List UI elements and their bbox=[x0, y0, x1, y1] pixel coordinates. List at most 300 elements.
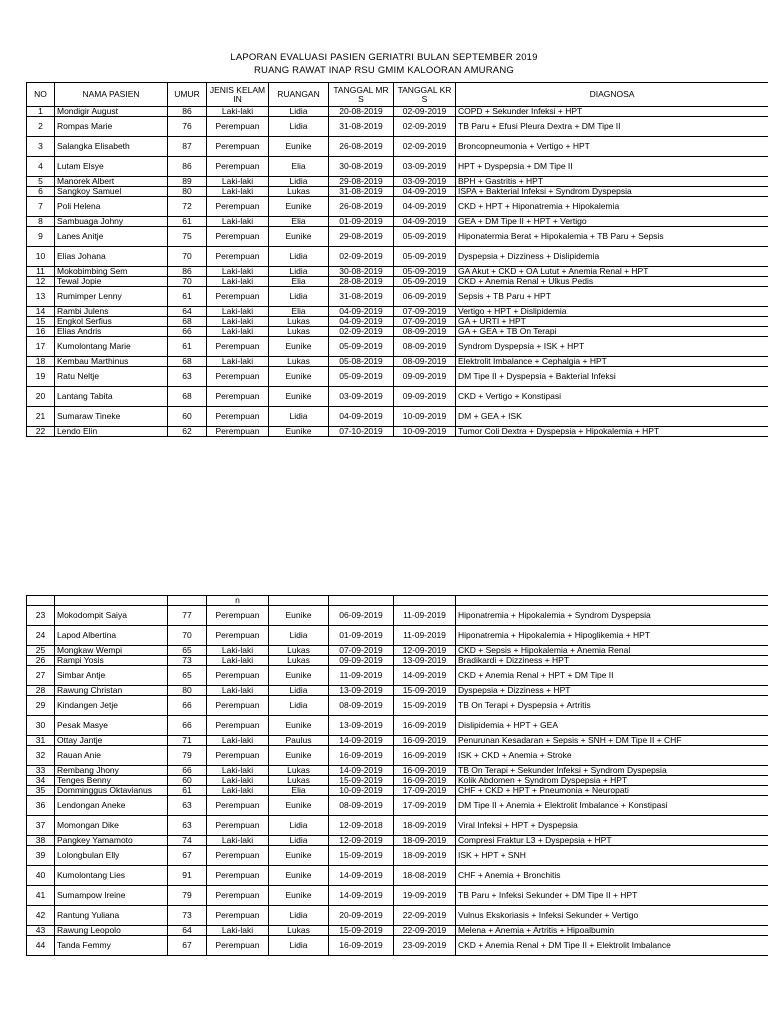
room: Lukas bbox=[269, 646, 329, 656]
discharge-date: 05-09-2019 bbox=[394, 277, 456, 287]
table-row bbox=[27, 307, 768, 317]
diagnosis: DM + GEA + ISK bbox=[456, 407, 768, 427]
discharge-date: 13-09-2019 bbox=[394, 656, 456, 666]
diagnosis: Vertigo + HPT + Dislipidemia bbox=[456, 307, 768, 317]
patient-age: 71 bbox=[168, 736, 207, 746]
room: Lukas bbox=[269, 317, 329, 327]
patient-name: Rantung Yuliana bbox=[55, 906, 168, 926]
patient-name: Mokobimbing Sem bbox=[55, 267, 168, 277]
table-row bbox=[27, 786, 768, 796]
row-number: 3 bbox=[27, 137, 55, 157]
admission-date: 29-08-2019 bbox=[329, 177, 394, 187]
discharge-date: 09-09-2019 bbox=[394, 387, 456, 407]
row-number: 13 bbox=[27, 287, 55, 307]
patient-age: 70 bbox=[168, 247, 207, 267]
room: Lidia bbox=[269, 407, 329, 427]
room: Paulus bbox=[269, 736, 329, 746]
admission-date: 07-10-2019 bbox=[329, 427, 394, 437]
patient-sex: Perempuan bbox=[207, 846, 269, 866]
patient-age: 79 bbox=[168, 886, 207, 906]
patient-sex: Perempuan bbox=[207, 407, 269, 427]
patient-name: Tewal Jopie bbox=[55, 277, 168, 287]
diagnosis: Compresi Fraktur L3 + Dyspepsia + HPT bbox=[456, 836, 768, 846]
row-number: 11 bbox=[27, 267, 55, 277]
patient-age: 76 bbox=[168, 117, 207, 137]
table-row bbox=[27, 906, 768, 926]
patient-name: Pangkey Yamamoto bbox=[55, 836, 168, 846]
room: Elia bbox=[269, 786, 329, 796]
diagnosis: ISPA + Bakterial Infeksi + Syndrom Dyspepsia bbox=[456, 187, 768, 197]
patient-age: 86 bbox=[168, 107, 207, 117]
patient-sex: Laki-laki bbox=[207, 187, 269, 197]
discharge-date: 16-09-2019 bbox=[394, 766, 456, 776]
col-header-mrs: TANGGAL MRS bbox=[329, 83, 394, 107]
row-number: 8 bbox=[27, 217, 55, 227]
patient-sex: Laki-laki bbox=[207, 277, 269, 287]
patient-name: Rawung Leopolo bbox=[55, 926, 168, 936]
table-row bbox=[27, 646, 768, 656]
admission-date: 05-09-2019 bbox=[329, 367, 394, 387]
row-number: 43 bbox=[27, 926, 55, 936]
patient-sex: Laki-laki bbox=[207, 327, 269, 337]
discharge-date: 15-09-2019 bbox=[394, 696, 456, 716]
patient-age: 65 bbox=[168, 646, 207, 656]
row-number: 32 bbox=[27, 746, 55, 766]
discharge-date: 04-09-2019 bbox=[394, 197, 456, 217]
patient-age: 68 bbox=[168, 387, 207, 407]
patient-sex: Perempuan bbox=[207, 247, 269, 267]
admission-date: 09-09-2019 bbox=[329, 656, 394, 666]
discharge-date: 17-09-2019 bbox=[394, 796, 456, 816]
discharge-date: 03-09-2019 bbox=[394, 177, 456, 187]
admission-date: 31-08-2019 bbox=[329, 287, 394, 307]
patient-age: 68 bbox=[168, 357, 207, 367]
room: Lidia bbox=[269, 686, 329, 696]
row-number: 44 bbox=[27, 936, 55, 956]
discharge-date: 09-09-2019 bbox=[394, 367, 456, 387]
room: Eunike bbox=[269, 197, 329, 217]
row-number: 26 bbox=[27, 656, 55, 666]
admission-date: 12-09-2019 bbox=[329, 836, 394, 846]
patient-sex: Laki-laki bbox=[207, 926, 269, 936]
patient-name: Sangkoy Samuel bbox=[55, 187, 168, 197]
diagnosis: Hiponatremia + Hipokalemia + Syndrom Dyspepsia bbox=[456, 606, 768, 626]
patient-sex: Perempuan bbox=[207, 696, 269, 716]
room: Eunike bbox=[269, 846, 329, 866]
patient-name: Domminggus Oktavianus bbox=[55, 786, 168, 796]
room: Eunike bbox=[269, 606, 329, 626]
admission-date: 04-09-2019 bbox=[329, 307, 394, 317]
admission-date: 28-08-2019 bbox=[329, 277, 394, 287]
row-number: 40 bbox=[27, 866, 55, 886]
patient-name: Tenges Benny bbox=[55, 776, 168, 786]
table-row bbox=[27, 846, 768, 866]
row-number: 9 bbox=[27, 227, 55, 247]
row-number: 18 bbox=[27, 357, 55, 367]
room: Lidia bbox=[269, 936, 329, 956]
patient-sex: Laki-laki bbox=[207, 776, 269, 786]
patient-age: 75 bbox=[168, 227, 207, 247]
room: Lukas bbox=[269, 327, 329, 337]
row-number: 28 bbox=[27, 686, 55, 696]
patient-age: 91 bbox=[168, 866, 207, 886]
patient-age: 64 bbox=[168, 307, 207, 317]
diagnosis: TB Paru + Infeksi Sekunder + DM Tipe II + HPT bbox=[456, 886, 768, 906]
patient-age: 63 bbox=[168, 796, 207, 816]
admission-date: 16-09-2019 bbox=[329, 746, 394, 766]
patient-name: Ratu Neltje bbox=[55, 367, 168, 387]
patient-sex: Laki-laki bbox=[207, 736, 269, 746]
patient-age: 80 bbox=[168, 686, 207, 696]
patient-age: 61 bbox=[168, 337, 207, 357]
patient-age: 70 bbox=[168, 277, 207, 287]
discharge-date: 02-09-2019 bbox=[394, 117, 456, 137]
patient-name: Pesak Masye bbox=[55, 716, 168, 736]
patient-table-part1 bbox=[26, 82, 768, 437]
room: Lidia bbox=[269, 696, 329, 716]
room: Eunike bbox=[269, 716, 329, 736]
diagnosis: Hiponatremia + Hipokalemia + Hipoglikemia + HPT bbox=[456, 626, 768, 646]
patient-sex: Laki-laki bbox=[207, 217, 269, 227]
patient-sex: Laki-laki bbox=[207, 357, 269, 367]
admission-date: 06-09-2019 bbox=[329, 606, 394, 626]
table-row bbox=[27, 407, 768, 427]
patient-age: 66 bbox=[168, 696, 207, 716]
diagnosis: Hiponatermia Berat + Hipokalemia + TB Paru + Sepsis bbox=[456, 227, 768, 247]
diagnosis: CKD + Anemia Renal + Ulkus Pedis bbox=[456, 277, 768, 287]
room: Lukas bbox=[269, 926, 329, 936]
table-row bbox=[27, 606, 768, 626]
table-row bbox=[27, 746, 768, 766]
discharge-date: 18-08-2019 bbox=[394, 866, 456, 886]
diagnosis: GA + URTI + HPT bbox=[456, 317, 768, 327]
patient-age: 67 bbox=[168, 936, 207, 956]
discharge-date: 22-09-2019 bbox=[394, 926, 456, 936]
admission-date: 30-08-2019 bbox=[329, 157, 394, 177]
diagnosis: Elektrolit Imbalance + Cephalgia + HPT bbox=[456, 357, 768, 367]
admission-date: 04-09-2019 bbox=[329, 317, 394, 327]
table-row bbox=[27, 357, 768, 367]
patient-name: Manorek Albert bbox=[55, 177, 168, 187]
room: Eunike bbox=[269, 367, 329, 387]
admission-date: 15-09-2019 bbox=[329, 846, 394, 866]
patient-name: Lantang Tabita bbox=[55, 387, 168, 407]
discharge-date: 05-09-2019 bbox=[394, 267, 456, 277]
room: Lukas bbox=[269, 776, 329, 786]
patient-age: 68 bbox=[168, 317, 207, 327]
admission-date: 31-08-2019 bbox=[329, 187, 394, 197]
patient-name: Rampi Yosis bbox=[55, 656, 168, 666]
discharge-date: 18-09-2019 bbox=[394, 846, 456, 866]
row-number: 6 bbox=[27, 187, 55, 197]
diagnosis: BPH + Gastritis + HPT bbox=[456, 177, 768, 187]
diagnosis: GEA + DM Tipe II + HPT + Vertigo bbox=[456, 217, 768, 227]
table-row bbox=[27, 626, 768, 646]
table-row bbox=[27, 656, 768, 666]
room: Lidia bbox=[269, 626, 329, 646]
patient-sex: Perempuan bbox=[207, 197, 269, 217]
row-number: 17 bbox=[27, 337, 55, 357]
patient-sex: Perempuan bbox=[207, 337, 269, 357]
diagnosis: CKD + Vertigo + Konstipasi bbox=[456, 387, 768, 407]
patient-sex: Laki-laki bbox=[207, 766, 269, 776]
discharge-date: 05-09-2019 bbox=[394, 247, 456, 267]
table-row bbox=[27, 157, 768, 177]
discharge-date: 06-09-2019 bbox=[394, 287, 456, 307]
row-number: 1 bbox=[27, 107, 55, 117]
row-number: 36 bbox=[27, 796, 55, 816]
discharge-date: 12-09-2019 bbox=[394, 646, 456, 656]
table-row bbox=[27, 886, 768, 906]
diagnosis: Sepsis + TB Paru + HPT bbox=[456, 287, 768, 307]
diagnosis: HPT + Dyspepsia + DM Tipe II bbox=[456, 157, 768, 177]
diagnosis: DM Tipe II + Anemia + Elektrolit Imbalance + Konstipasi bbox=[456, 796, 768, 816]
report-title: LAPORAN EVALUASI PASIEN GERIATRI BULAN SEPTEMBER 2019 bbox=[230, 52, 538, 63]
room: Eunike bbox=[269, 227, 329, 247]
patient-age: 89 bbox=[168, 177, 207, 187]
patient-name: Rauan Anie bbox=[55, 746, 168, 766]
diagnosis: TB On Terapi + Dyspepsia + Artritis bbox=[456, 696, 768, 716]
patient-sex: Perempuan bbox=[207, 626, 269, 646]
col-header-no: NO bbox=[27, 83, 55, 107]
patient-sex: Perempuan bbox=[207, 796, 269, 816]
table-row bbox=[27, 686, 768, 696]
row-number: 37 bbox=[27, 816, 55, 836]
patient-age: 64 bbox=[168, 926, 207, 936]
row-number: 31 bbox=[27, 736, 55, 746]
patient-age: 77 bbox=[168, 606, 207, 626]
discharge-date: 19-09-2019 bbox=[394, 886, 456, 906]
room: Eunike bbox=[269, 886, 329, 906]
row-number: 2 bbox=[27, 117, 55, 137]
patient-name: Mondigir August bbox=[55, 107, 168, 117]
patient-age: 61 bbox=[168, 287, 207, 307]
admission-date: 15-09-2019 bbox=[329, 926, 394, 936]
table-row bbox=[27, 926, 768, 936]
room: Lidia bbox=[269, 267, 329, 277]
admission-date: 20-09-2019 bbox=[329, 906, 394, 926]
table-row bbox=[27, 337, 768, 357]
admission-date: 01-09-2019 bbox=[329, 626, 394, 646]
row-number: 16 bbox=[27, 327, 55, 337]
table-header-row bbox=[27, 83, 768, 107]
row-number: 15 bbox=[27, 317, 55, 327]
discharge-date: 04-09-2019 bbox=[394, 217, 456, 227]
patient-sex: Perempuan bbox=[207, 606, 269, 626]
table-row bbox=[27, 936, 768, 956]
patient-sex: Perempuan bbox=[207, 287, 269, 307]
row-number: 21 bbox=[27, 407, 55, 427]
table-row bbox=[27, 736, 768, 746]
patient-sex: Perempuan bbox=[207, 427, 269, 437]
patient-name: Lendo Elin bbox=[55, 427, 168, 437]
admission-date: 14-09-2019 bbox=[329, 736, 394, 746]
patient-sex: Laki-laki bbox=[207, 836, 269, 846]
patient-name: Kindangen Jetje bbox=[55, 696, 168, 716]
discharge-date: 14-09-2019 bbox=[394, 666, 456, 686]
patient-sex: Perempuan bbox=[207, 137, 269, 157]
admission-date: 05-08-2019 bbox=[329, 357, 394, 367]
row-number: 10 bbox=[27, 247, 55, 267]
discharge-date: 22-09-2019 bbox=[394, 906, 456, 926]
col-header-name: NAMA PASIEN bbox=[55, 83, 168, 107]
admission-date: 12-09-2018 bbox=[329, 816, 394, 836]
admission-date: 02-09-2019 bbox=[329, 327, 394, 337]
row-number: 42 bbox=[27, 906, 55, 926]
patient-name: Rawung Christan bbox=[55, 686, 168, 696]
discharge-date: 08-09-2019 bbox=[394, 327, 456, 337]
table-row bbox=[27, 177, 768, 187]
diagnosis: Dyspepsia + Dizziness + HPT bbox=[456, 686, 768, 696]
diagnosis: CHF + CKD + HPT + Pneumonia + Neuropati bbox=[456, 786, 768, 796]
admission-date: 14-09-2019 bbox=[329, 766, 394, 776]
table-row bbox=[27, 766, 768, 776]
row-number: 33 bbox=[27, 766, 55, 776]
discharge-date: 11-09-2019 bbox=[394, 626, 456, 646]
row-number: 25 bbox=[27, 646, 55, 656]
diagnosis: CKD + Anemia Renal + DM Tipe II + Elektrolit Imbalance bbox=[456, 936, 768, 956]
room: Elia bbox=[269, 307, 329, 317]
patient-sex: Perempuan bbox=[207, 157, 269, 177]
patient-sex: Perempuan bbox=[207, 816, 269, 836]
discharge-date: 16-09-2019 bbox=[394, 716, 456, 736]
admission-date: 14-09-2019 bbox=[329, 886, 394, 906]
diagnosis: CKD + Anemia Renal + HPT + DM Tipe II bbox=[456, 666, 768, 686]
admission-date: 20-08-2019 bbox=[329, 107, 394, 117]
patient-name: Simbar Antje bbox=[55, 666, 168, 686]
diagnosis: Syndrom Dyspepsia + ISK + HPT bbox=[456, 337, 768, 357]
table-row bbox=[27, 107, 768, 117]
patient-name: Lanes Anitje bbox=[55, 227, 168, 247]
admission-date: 13-09-2019 bbox=[329, 716, 394, 736]
row-number: 41 bbox=[27, 886, 55, 906]
table-row bbox=[27, 327, 768, 337]
patient-age: 66 bbox=[168, 766, 207, 776]
patient-age: 61 bbox=[168, 217, 207, 227]
admission-date: 03-09-2019 bbox=[329, 387, 394, 407]
patient-name: Lutam Elsye bbox=[55, 157, 168, 177]
table-row bbox=[27, 427, 768, 437]
patient-table-part2 bbox=[26, 595, 768, 956]
discharge-date: 18-09-2019 bbox=[394, 816, 456, 836]
col-header-age: UMUR bbox=[168, 83, 207, 107]
row-number: 35 bbox=[27, 786, 55, 796]
discharge-date: 16-09-2019 bbox=[394, 776, 456, 786]
patient-name: Lolongbulan Elly bbox=[55, 846, 168, 866]
room: Eunike bbox=[269, 387, 329, 407]
room: Lidia bbox=[269, 906, 329, 926]
room: Lidia bbox=[269, 287, 329, 307]
patient-sex: Laki-laki bbox=[207, 686, 269, 696]
patient-name: Salangka Elisabeth bbox=[55, 137, 168, 157]
diagnosis: GA + GEA + TB On Terapi bbox=[456, 327, 768, 337]
patient-sex: Laki-laki bbox=[207, 177, 269, 187]
room: Eunike bbox=[269, 137, 329, 157]
row-number: 7 bbox=[27, 197, 55, 217]
discharge-date: 10-09-2019 bbox=[394, 407, 456, 427]
table-row bbox=[27, 277, 768, 287]
patient-age: 73 bbox=[168, 656, 207, 666]
patient-sex: Perempuan bbox=[207, 227, 269, 247]
patient-sex: Perempuan bbox=[207, 117, 269, 137]
col-header-sex: JENIS KELAMIN bbox=[207, 83, 269, 107]
discharge-date: 16-09-2019 bbox=[394, 746, 456, 766]
discharge-date: 08-09-2019 bbox=[394, 357, 456, 367]
admission-date: 07-09-2019 bbox=[329, 646, 394, 656]
discharge-date: 05-09-2019 bbox=[394, 227, 456, 247]
room: Lidia bbox=[269, 247, 329, 267]
patient-name: Engkol Serfius bbox=[55, 317, 168, 327]
room: Lukas bbox=[269, 656, 329, 666]
diagnosis: DM Tipe II + Dyspepsia + Bakterial Infeksi bbox=[456, 367, 768, 387]
patient-age: 86 bbox=[168, 267, 207, 277]
admission-date: 08-09-2019 bbox=[329, 696, 394, 716]
diagnosis: Bradikardi + Dizziness + HPT bbox=[456, 656, 768, 666]
patient-sex: Perempuan bbox=[207, 387, 269, 407]
admission-date: 02-09-2019 bbox=[329, 247, 394, 267]
discharge-date: 11-09-2019 bbox=[394, 606, 456, 626]
patient-sex: Perempuan bbox=[207, 746, 269, 766]
patient-sex: Laki-laki bbox=[207, 307, 269, 317]
discharge-date: 07-09-2019 bbox=[394, 307, 456, 317]
row-number: 27 bbox=[27, 666, 55, 686]
admission-date: 16-09-2019 bbox=[329, 936, 394, 956]
sex-cell: n bbox=[207, 596, 269, 606]
admission-date: 15-09-2019 bbox=[329, 776, 394, 786]
patient-name: Rambi Julens bbox=[55, 307, 168, 317]
room: Lukas bbox=[269, 357, 329, 367]
patient-sex: Perempuan bbox=[207, 886, 269, 906]
patient-name: Kumolontang Lies bbox=[55, 866, 168, 886]
patient-sex: Perempuan bbox=[207, 367, 269, 387]
patient-age: 61 bbox=[168, 786, 207, 796]
patient-sex: Laki-laki bbox=[207, 646, 269, 656]
patient-name: Elias Johana bbox=[55, 247, 168, 267]
discharge-date: 04-09-2019 bbox=[394, 187, 456, 197]
patient-name: Kumolontang Marie bbox=[55, 337, 168, 357]
table-row bbox=[27, 666, 768, 686]
diagnosis: Kolik Abdomen + Syndrom Dyspepsia + HPT bbox=[456, 776, 768, 786]
discharge-date: 08-09-2019 bbox=[394, 337, 456, 357]
patient-age: 63 bbox=[168, 367, 207, 387]
patient-age: 80 bbox=[168, 187, 207, 197]
admission-date: 11-09-2019 bbox=[329, 666, 394, 686]
patient-sex: Laki-laki bbox=[207, 107, 269, 117]
patient-name: Kembau Marthinus bbox=[55, 357, 168, 367]
discharge-date: 23-09-2019 bbox=[394, 936, 456, 956]
admission-date: 30-08-2019 bbox=[329, 267, 394, 277]
admission-date: 26-08-2019 bbox=[329, 137, 394, 157]
patient-age: 79 bbox=[168, 746, 207, 766]
table-row bbox=[27, 367, 768, 387]
room: Lidia bbox=[269, 117, 329, 137]
patient-age: 70 bbox=[168, 626, 207, 646]
patient-name: Mokodompit Saiya bbox=[55, 606, 168, 626]
patient-age: 74 bbox=[168, 836, 207, 846]
diagnosis: Penurunan Kesadaran + Sepsis + SNH + DM Tipe II + CHF bbox=[456, 736, 768, 746]
diagnosis: ISK + HPT + SNH bbox=[456, 846, 768, 866]
admission-date: 10-09-2019 bbox=[329, 786, 394, 796]
admission-date: 14-09-2019 bbox=[329, 866, 394, 886]
row-number: 38 bbox=[27, 836, 55, 846]
admission-date: 29-08-2019 bbox=[329, 227, 394, 247]
patient-sex: Laki-laki bbox=[207, 317, 269, 327]
diagnosis: TB Paru + Efusi Pleura Dextra + DM Tipe II bbox=[456, 117, 768, 137]
patient-age: 66 bbox=[168, 327, 207, 337]
diagnosis: CKD + Sepsis + Hipokalemia + Anemia Renal bbox=[456, 646, 768, 656]
room: Lidia bbox=[269, 177, 329, 187]
table-row bbox=[27, 716, 768, 736]
